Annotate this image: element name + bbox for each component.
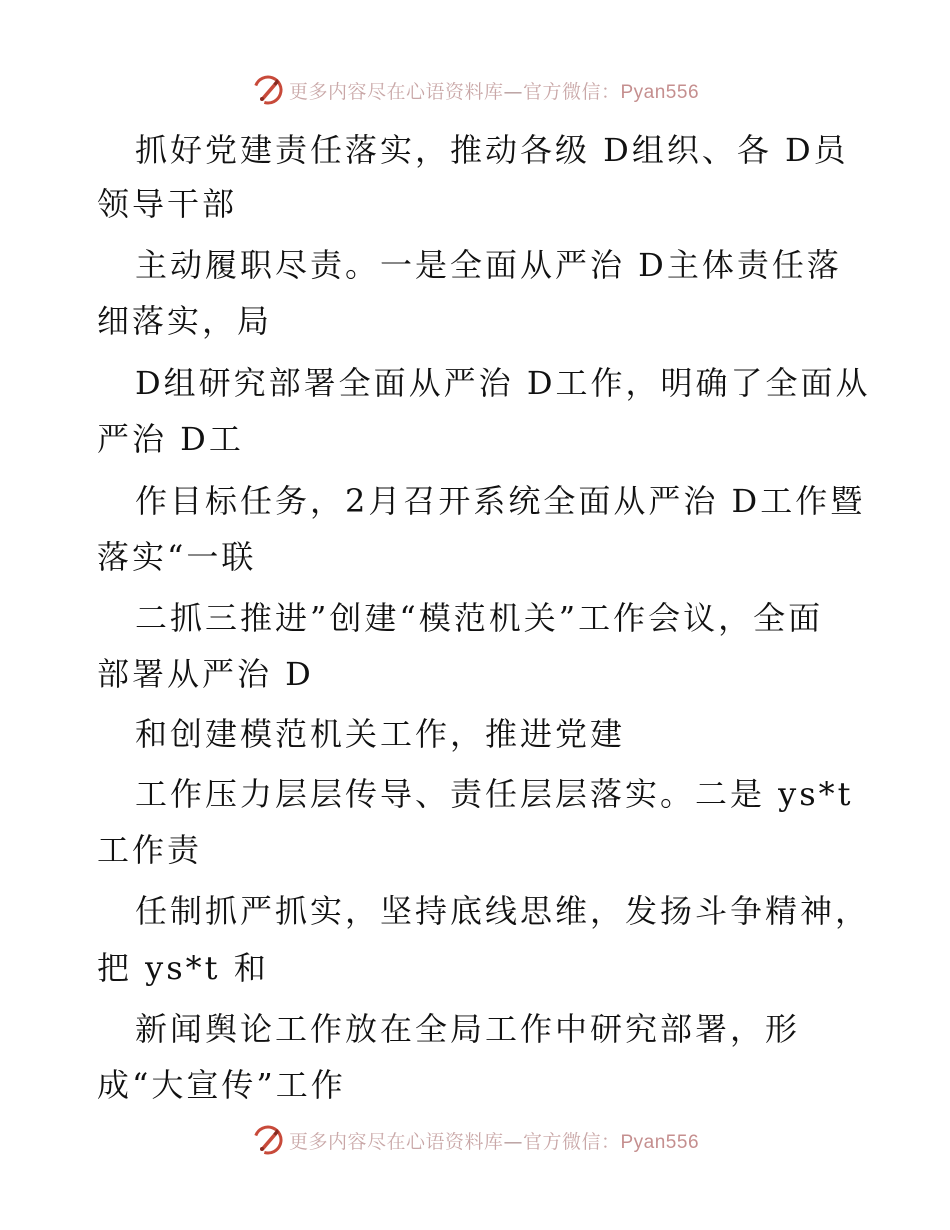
watermark-site-name: 更多内容尽在心语资料库 bbox=[288, 1130, 504, 1153]
watermark-site-name: 更多内容尽在心语资料库 bbox=[288, 80, 504, 103]
text-line: 任制抓严抓实，坚持底线思维，发扬斗争精神， bbox=[135, 892, 871, 930]
text-line: 把 ys*t 和 bbox=[97, 949, 269, 987]
text-line: 抓好党建责任落实，推动各级 D组织、各 D员 bbox=[135, 131, 849, 169]
header-watermark bbox=[0, 72, 950, 108]
text-line: 成“大宣传”工作 bbox=[97, 1066, 346, 1104]
text-line: 严治 D工 bbox=[97, 420, 244, 458]
watermark-wechat-id: Pyan556 bbox=[620, 81, 700, 103]
text-line: 工作压力层层传导、责任层层落实。二是 ys*t bbox=[135, 775, 854, 813]
text-line: D组研究部署全面从严治 D工作，明确了全面从 bbox=[135, 364, 871, 402]
watermark-text bbox=[289, 1127, 699, 1154]
watermark-separator: — bbox=[503, 80, 523, 103]
text-line: 和创建模范机关工作，推进党建 bbox=[135, 715, 626, 753]
watermark-wechat-label: 官方微信： bbox=[522, 80, 621, 103]
footer-watermark bbox=[0, 1122, 950, 1158]
text-line: 部署从严治 D bbox=[97, 655, 314, 693]
text-line: 作目标任务，2月召开系统全面从严治 D工作暨 bbox=[135, 482, 866, 520]
watermark-separator: — bbox=[503, 1130, 523, 1153]
watermark-text bbox=[289, 77, 699, 104]
text-line: 细落实，局 bbox=[97, 302, 273, 340]
watermark-wechat-label: 官方微信： bbox=[522, 1130, 621, 1153]
pen-logo-icon bbox=[251, 73, 285, 107]
text-line: 领导干部 bbox=[97, 185, 238, 223]
text-line: 二抓三推进”创建“模范机关”工作会议，全面 bbox=[135, 599, 824, 637]
pen-logo-icon bbox=[251, 1123, 285, 1157]
text-line: 落实“一联 bbox=[97, 538, 257, 576]
text-line: 新闻舆论工作放在全局工作中研究部署，形 bbox=[135, 1010, 801, 1048]
text-line: 主动履职尽责。一是全面从严治 D主体责任落 bbox=[135, 246, 842, 284]
text-line: 工作责 bbox=[97, 831, 203, 869]
watermark-wechat-id: Pyan556 bbox=[620, 1131, 700, 1153]
